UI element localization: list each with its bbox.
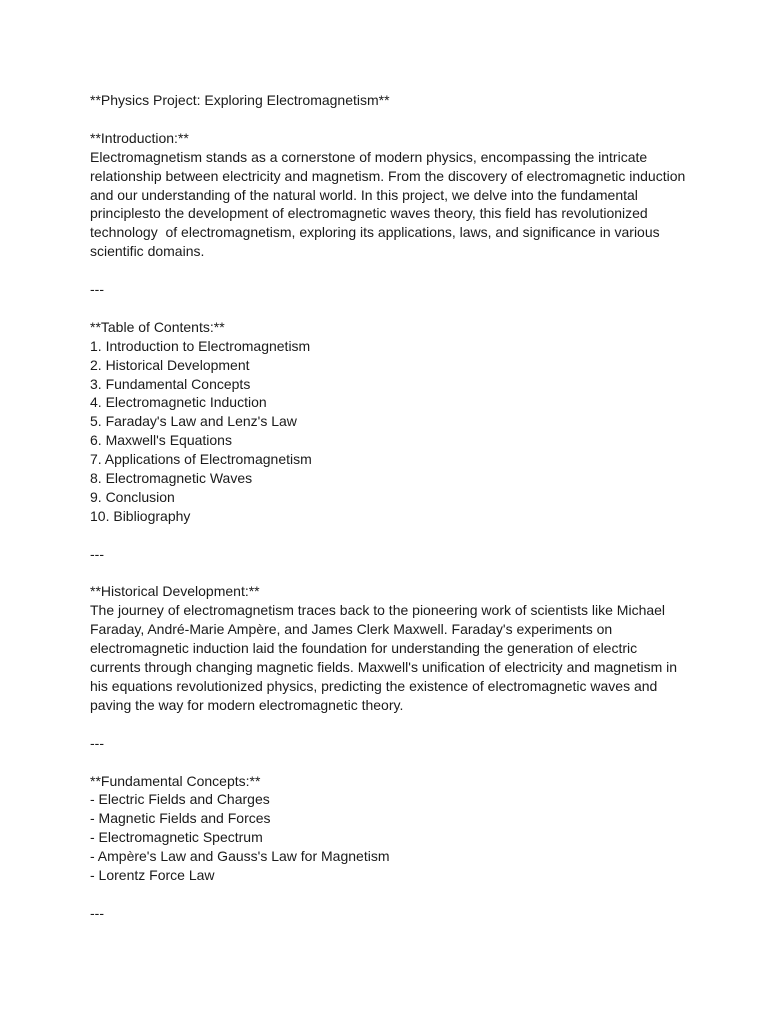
historical-line: his equations revolutionized physics, predicting the existence of electromagnetic waves and [90, 678, 658, 695]
introduction-line: relationship between electricity and magnetism. From the discovery of electromagnetic induction [90, 167, 686, 184]
concept-item: - Ampère's Law and Gauss's Law for Magnetism [90, 848, 390, 865]
toc-item: 1. Introduction to Electromagnetism [90, 337, 311, 354]
concept-item: - Electromagnetic Spectrum [90, 829, 263, 846]
blank-line [90, 564, 690, 583]
toc-item: 5. Faraday's Law and Lenz's Law [90, 413, 297, 430]
toc-item: 2. Historical Development [90, 356, 250, 373]
document-body [90, 91, 690, 923]
concept-item: - Lorentz Force Law [90, 867, 215, 884]
blank-line [90, 715, 690, 734]
introduction-line: Electromagnetism stands as a cornerstone of modern physics, encompassing the intricate [90, 148, 648, 165]
toc-item: 7. Applications of Electromagnetism [90, 451, 312, 468]
document-title: **Physics Project: Exploring Electromagnetism** [90, 92, 390, 108]
introduction-line: and our understanding of the natural world. In this project, we delve into the fundamental [90, 186, 638, 203]
toc-item: 4. Electromagnetic Induction [90, 394, 267, 411]
toc-item: 8. Electromagnetic Waves [90, 470, 253, 487]
historical-line: The journey of electromagnetism traces back to the pioneering work of scientists like Michael [90, 602, 666, 619]
introduction-line: scientific domains. [90, 243, 205, 260]
introduction-line: technology of electromagnetism, exploring its applications, laws, and significance in various [90, 224, 660, 241]
blank-line [90, 753, 690, 772]
section-separator: --- [90, 545, 104, 562]
toc-item: 9. Conclusion [90, 488, 175, 505]
historical-line: Faraday, André-Marie Ampère, and James Clerk Maxwell. Faraday's experiments on [90, 621, 613, 638]
introduction-heading: **Introduction:** [90, 129, 189, 146]
blank-line [90, 526, 690, 545]
toc-item: 10. Bibliography [90, 507, 191, 524]
toc-item: 3. Fundamental Concepts [90, 375, 251, 392]
toc-heading: **Table of Contents:** [90, 318, 225, 335]
blank-line [90, 261, 690, 280]
blank-line [90, 110, 690, 129]
introduction-line: principlesto the development of electromagnetic waves theory, this field has revolutionized [90, 205, 648, 222]
historical-heading: **Historical Development:** [90, 583, 260, 600]
concept-item: - Magnetic Fields and Forces [90, 810, 271, 827]
historical-line: electromagnetic induction laid the foundation for understanding the generation of electric [90, 640, 638, 657]
section-separator: --- [90, 734, 104, 751]
blank-line [90, 885, 690, 904]
section-separator: --- [90, 281, 104, 298]
historical-line: paving the way for modern electromagnetic theory. [90, 696, 404, 713]
section-separator: --- [90, 904, 104, 921]
blank-line [90, 299, 690, 318]
concept-item: - Electric Fields and Charges [90, 791, 270, 808]
toc-item: 6. Maxwell's Equations [90, 432, 232, 449]
concepts-heading: **Fundamental Concepts:** [90, 772, 261, 789]
historical-line: currents through changing magnetic fields. Maxwell's unification of electricity and magnetism in [90, 659, 678, 676]
